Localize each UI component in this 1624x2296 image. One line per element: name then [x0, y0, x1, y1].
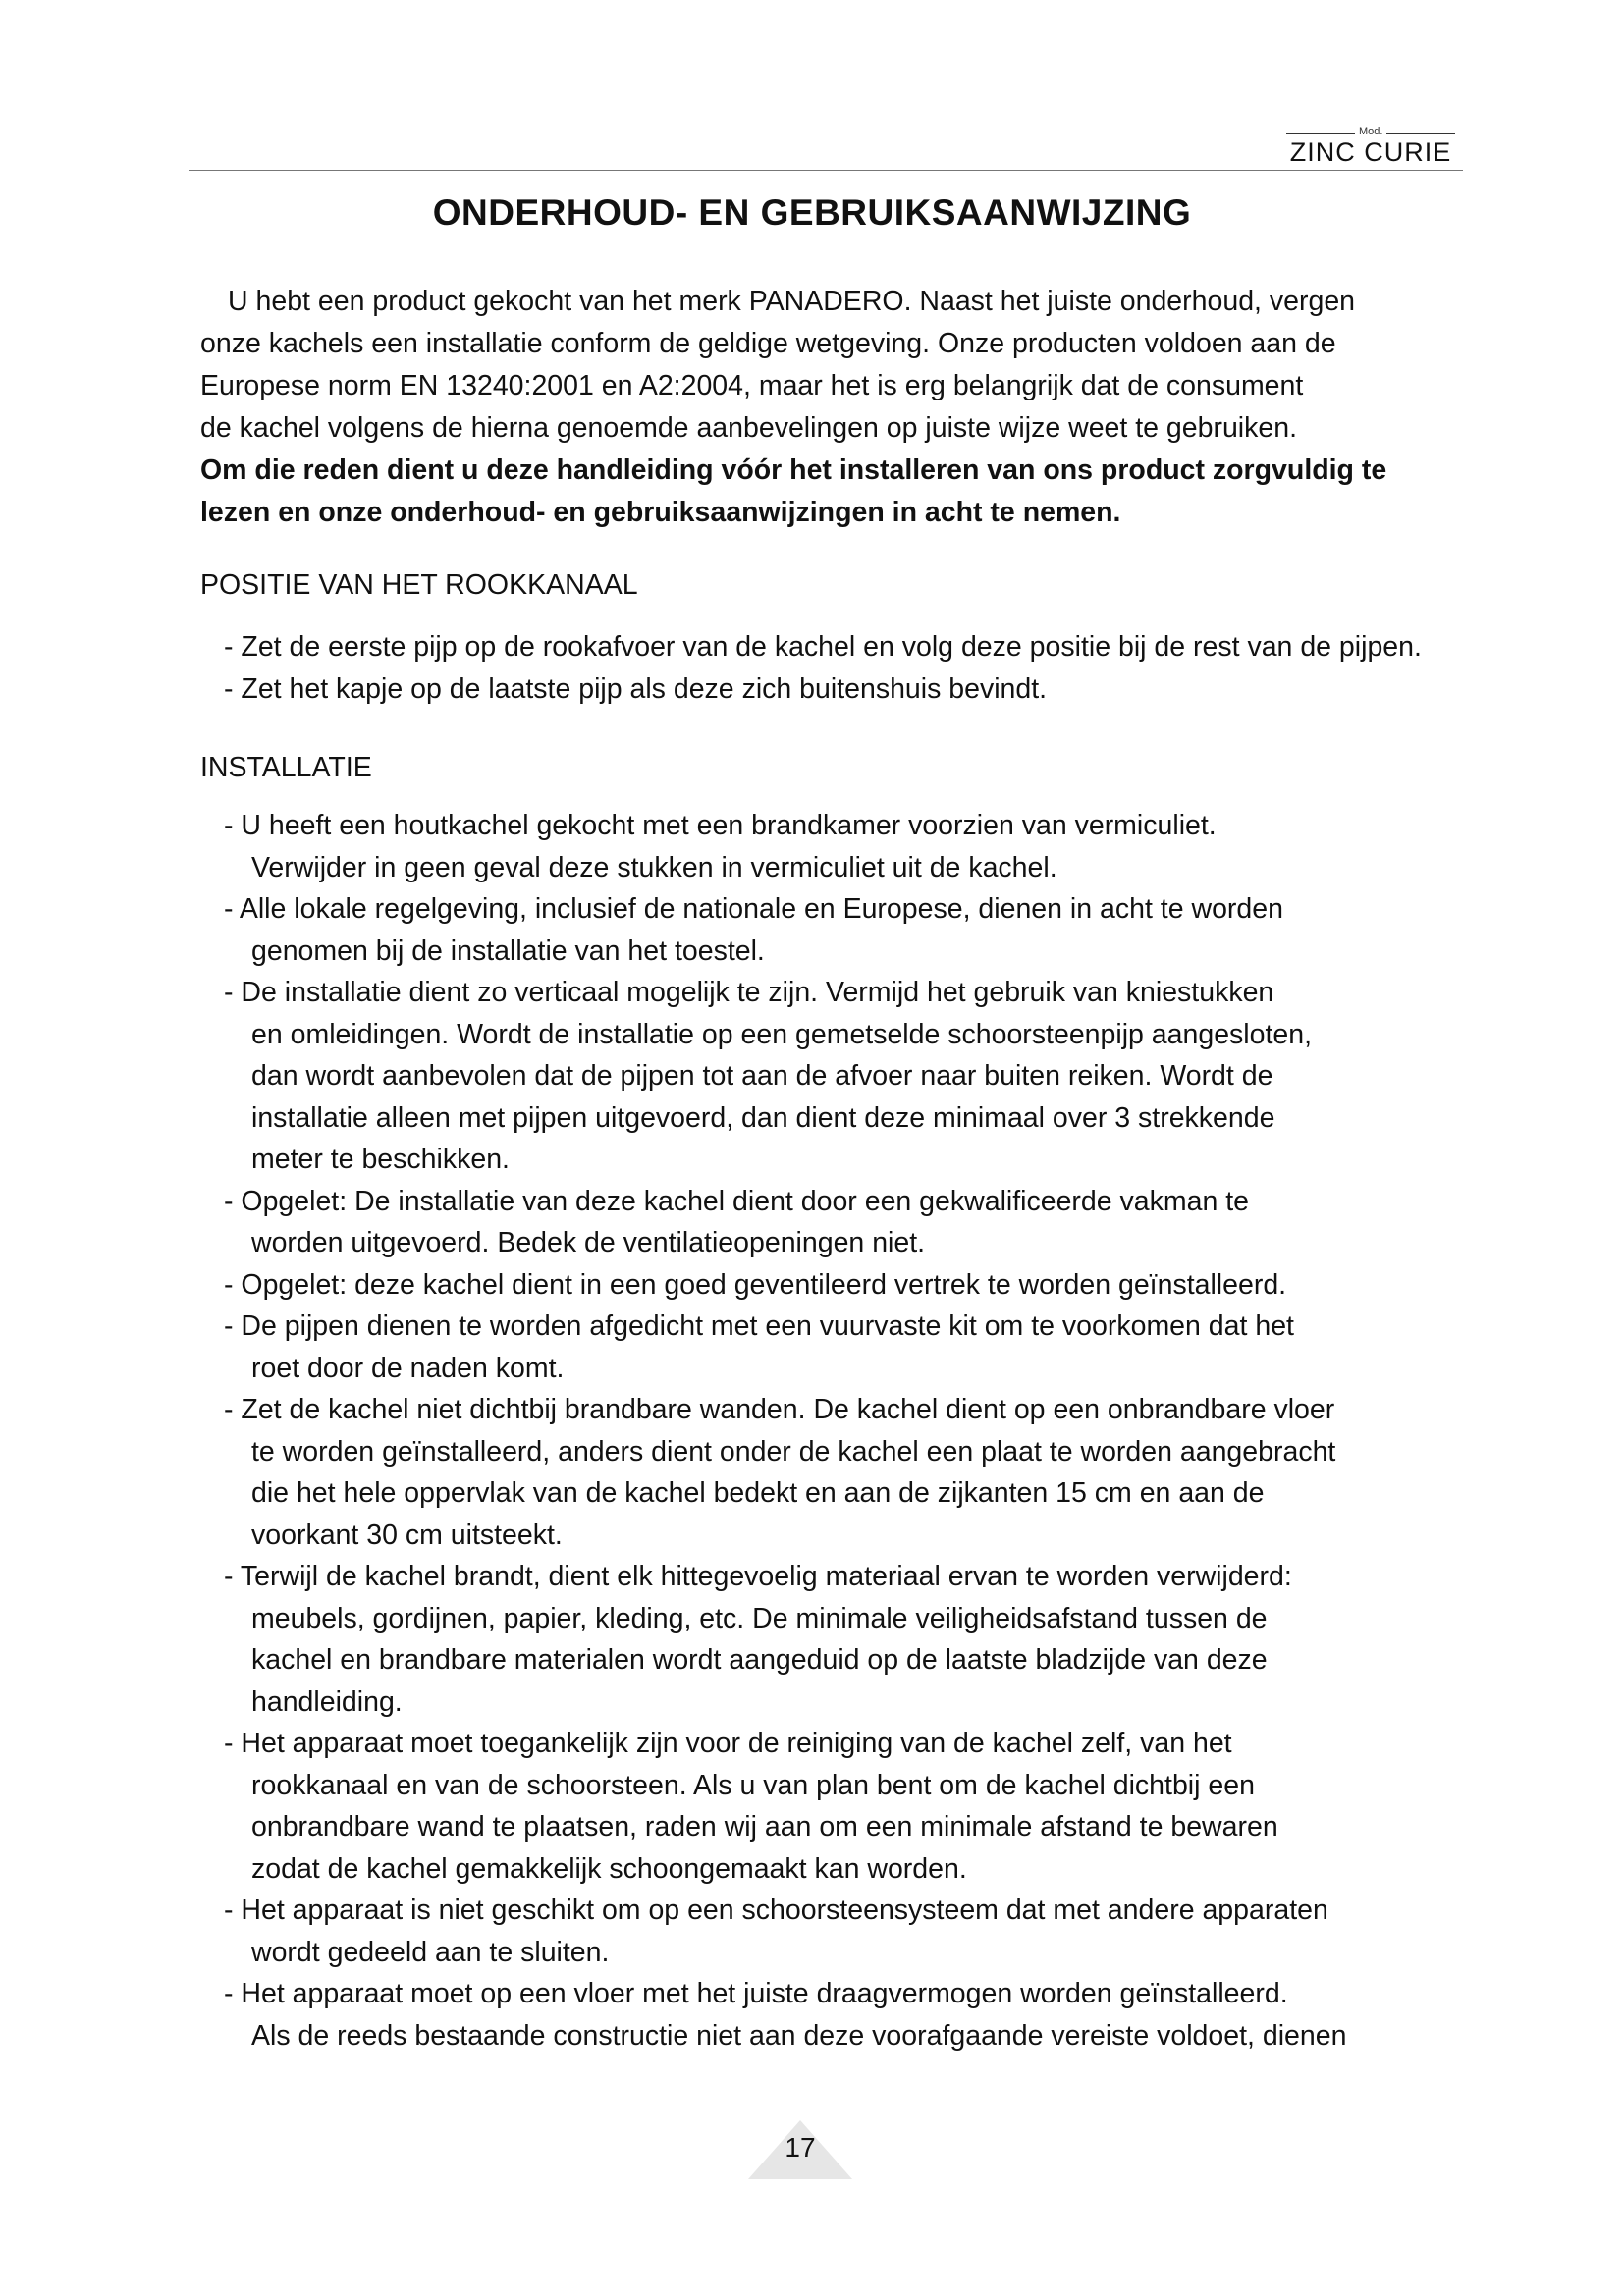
list-item-text: - Het apparaat moet toegankelijk zijn voor de reiniging van de kachel zelf, van het: [224, 1728, 1232, 1759]
list-item-continuation: rookkanaal en van de schoorsteen. Als u van plan bent om de kachel dichtbij een: [251, 1769, 1255, 1801]
section-heading-installatie: INSTALLATIE: [200, 752, 372, 783]
list-item: [224, 1890, 1346, 1973]
list-item-continuation: genomen bij de installatie van het toestel.: [251, 934, 765, 967]
list-item-text: - De pijpen dienen te worden afgedicht met een vuurvaste kit om te voorkomen dat het: [224, 1310, 1294, 1342]
list-item: [224, 668, 1422, 711]
logo-line-left: [1286, 133, 1355, 134]
brand-logo: [1276, 126, 1465, 171]
list-item-continuation: roet door de naden komt.: [251, 1352, 565, 1384]
list-item-text: - Zet het kapje op de laatste pijp als deze zich buitenshuis bevindt.: [224, 672, 1048, 705]
intro-bold-line: lezen en onze onderhoud- en gebruiksaanwijzingen in acht te nemen.: [200, 497, 1121, 528]
list-item-continuation: Verwijder in geen geval deze stukken in vermiculiet uit de kachel.: [251, 851, 1057, 883]
list-item: [224, 805, 1346, 888]
list-item-continuation: wordt gedeeld aan te sluiten.: [251, 1936, 610, 1968]
list-item-continuation: voorkant 30 cm uitsteekt.: [251, 1519, 563, 1551]
list-item-continuation: dan wordt aanbevolen dat de pijpen tot aan de afvoer naar buiten reiken. Wordt de: [251, 1060, 1273, 1092]
list-item-text: - Zet de kachel niet dichtbij brandbare wanden. De kachel dient op een onbrandbare vloer: [224, 1394, 1335, 1425]
list-item: [224, 1264, 1346, 1307]
list-item-continuation: installatie alleen met pijpen uitgevoerd, dan dient deze minimaal over 3 strekkende: [251, 1101, 1275, 1134]
intro-line: Europese norm EN 13240:2001 en A2:2004, maar het is erg belangrijk dat de consument: [200, 370, 1304, 401]
list-item: [224, 1973, 1346, 2056]
list-item-continuation: Als de reeds bestaande constructie niet aan deze voorafgaande vereiste voldoet, dienen: [251, 2019, 1347, 2052]
list-item-continuation: kachel en brandbare materialen wordt aangeduid op de laatste bladzijde van deze: [251, 1644, 1268, 1676]
list-item-text: - Alle lokale regelgeving, inclusief de nationale en Europese, dienen in acht te worden: [224, 893, 1283, 925]
list-item-continuation: en omleidingen. Wordt de installatie op een gemetselde schoorsteenpijp aangesloten,: [251, 1018, 1313, 1050]
intro-line: de kachel volgens de hierna genoemde aanbevelingen op juiste wijze weet te gebruiken.: [200, 412, 1298, 444]
list-item-continuation: meubels, gordijnen, papier, kleding, etc. De minimale veiligheidsafstand tussen de: [251, 1602, 1268, 1634]
header-divider: [189, 170, 1463, 171]
list-item-text: - Terwijl de kachel brandt, dient elk hittegevoelig materiaal ervan te worden verwijderd:: [224, 1561, 1292, 1592]
logo-text: ZINC CURIE: [1289, 137, 1452, 167]
list-item-continuation: die het hele oppervlak van de kachel bedekt en aan de zijkanten 15 cm en aan de: [251, 1477, 1265, 1509]
logo-mod-label: Mod.: [1359, 126, 1383, 137]
list-item: [224, 888, 1346, 972]
list-item: [224, 626, 1422, 668]
list-item-continuation: te worden geïnstalleerd, anders dient onder de kachel een plaat te worden aangebracht: [251, 1435, 1336, 1468]
list-item-continuation: meter te beschikken.: [251, 1144, 510, 1175]
list-item-text: - De installatie dient zo verticaal mogelijk te zijn. Vermijd het gebruik van kniestukken: [224, 977, 1274, 1008]
list-item-continuation: onbrandbare wand te plaatsen, raden wij aan om een minimale afstand te bewaren: [251, 1811, 1278, 1842]
list-item: [224, 1306, 1346, 1389]
list-item-text: - Opgelet: De installatie van deze kachel dient door een gekwalificeerde vakman te: [224, 1185, 1250, 1217]
section-heading-positie: POSITIE VAN HET ROOKKANAAL: [200, 569, 638, 601]
installatie-list: [224, 805, 1346, 2056]
list-item: [224, 1723, 1346, 1890]
intro-line: U hebt een product gekocht van het merk PANADERO. Naast het juiste onderhoud, vergen: [228, 286, 1356, 317]
list-item-text: - Opgelet: deze kachel dient in een goed geventileerd vertrek te worden geïnstalleerd.: [224, 1268, 1287, 1301]
list-item: [224, 972, 1346, 1181]
list-item: [224, 1389, 1346, 1556]
list-item: [224, 1181, 1346, 1264]
intro-bold-line: Om die reden dient u deze handleiding vóór het installeren van ons product zorgvuldig te: [200, 454, 1387, 486]
list-item-continuation: worden uitgevoerd. Bedek de ventilatieopeningen niet.: [251, 1227, 926, 1258]
intro-paragraph: [200, 281, 1386, 534]
list-item-text: - Het apparaat is niet geschikt om op een schoorsteensysteem dat met andere apparaten: [224, 1895, 1328, 1926]
list-item: [224, 1556, 1346, 1723]
page-number: 17: [785, 2132, 816, 2163]
list-item-continuation: zodat de kachel gemakkelijk schoongemaakt kan worden.: [251, 1852, 967, 1885]
logo-line-right: [1386, 133, 1455, 134]
list-item-text: - U heeft een houtkachel gekocht met een brandkamer voorzien van vermiculiet.: [224, 810, 1217, 841]
page-title: ONDERHOUD- EN GEBRUIKSAANWIJZING: [432, 192, 1192, 233]
list-item-text: - Het apparaat moet op een vloer met het juiste draagvermogen worden geïnstalleerd.: [224, 1978, 1288, 2009]
intro-line: onze kachels een installatie conform de geldige wetgeving. Onze producten voldoen aan de: [200, 328, 1336, 359]
positie-list: [224, 626, 1422, 710]
list-item-text: - Zet de eerste pijp op de rookafvoer van de kachel en volg deze positie bij de rest van de pijpen.: [224, 631, 1422, 663]
list-item-continuation: handleiding.: [251, 1685, 403, 1718]
